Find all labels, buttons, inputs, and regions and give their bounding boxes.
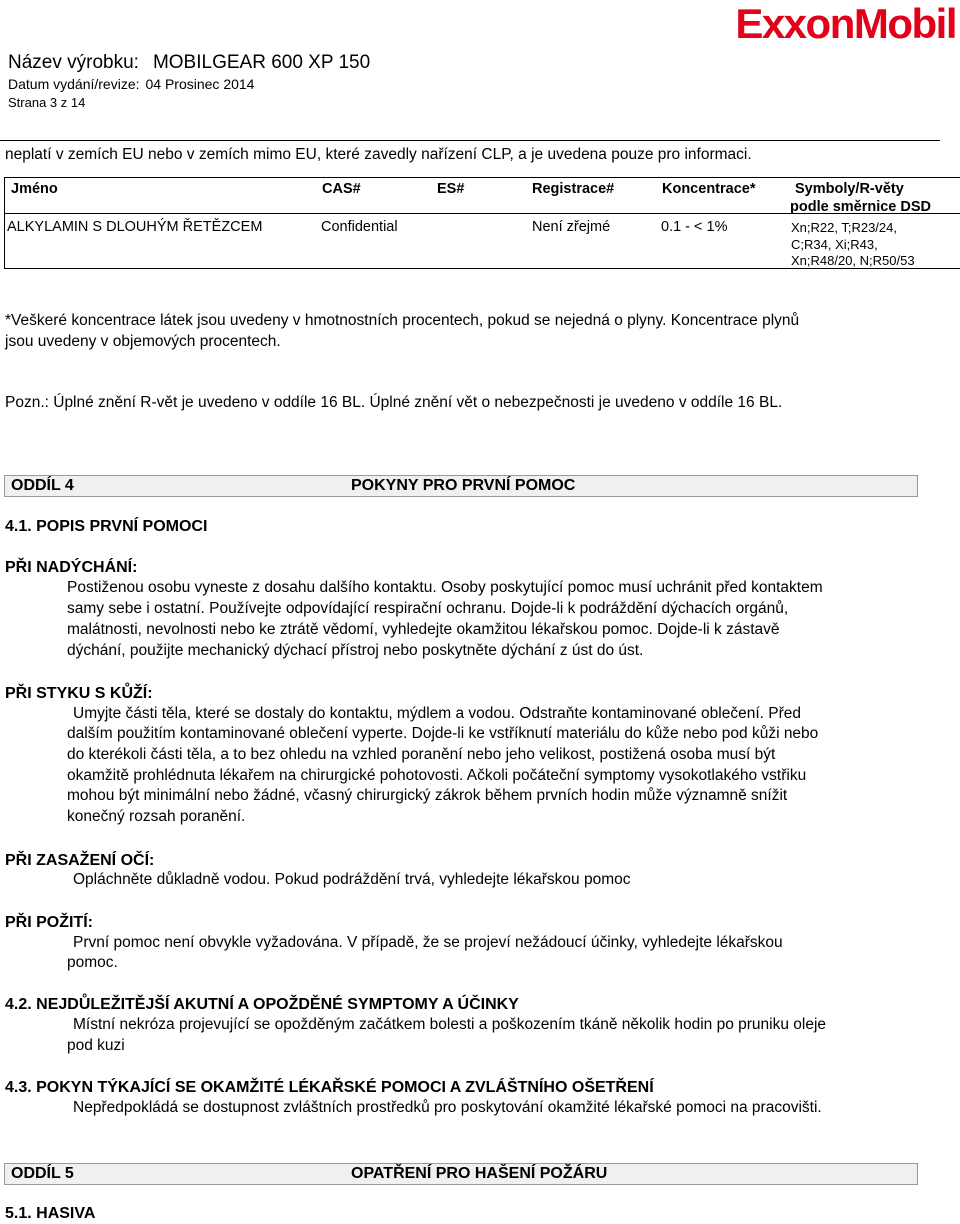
cell-symbols-3: Xn;R48/20, N;R50/53 xyxy=(791,253,915,268)
cell-symbols-1: Xn;R22, T;R23/24, xyxy=(791,220,897,235)
exxonmobil-logo xyxy=(700,0,960,48)
section-5-bar xyxy=(4,1163,918,1185)
inhalation-line-1: Postiženou osobu vyneste z dosahu dalšího kontaktu. Osoby poskytující pomoc musí uchránit před kontaktem xyxy=(67,579,823,596)
revision-date-line xyxy=(8,76,254,92)
section-5-title: OPATŘENÍ PRO HAŠENÍ POŽÁRU xyxy=(351,1165,608,1182)
cell-name: ALKYLAMIN S DLOUHÝM ŘETĚZCEM xyxy=(7,219,263,235)
symptoms-line-2: pod kuzi xyxy=(67,1037,125,1054)
skin-line-3: do kterékoli části těla, a to bez ohledu na vzhled poranění nebo jeho velikost, postižená osoba musí být xyxy=(67,746,776,763)
r-phrases-note: Pozn.: Úplné znění R-vět je uvedeno v oddíle 16 BL. Úplné znění vět o nebezpečnosti je uvedeno v oddíle 16 BL. xyxy=(5,394,783,411)
col-header-symbols: Symboly/R-věty xyxy=(795,181,904,197)
table-header-divider xyxy=(5,213,960,214)
product-line xyxy=(8,52,370,74)
inhalation-line-4: dýchání, použijte mechanický dýchací přístroj nebo poskytněte dýchání z úst do úst. xyxy=(67,642,644,659)
medical-attention-line: Nepředpokládá se dostupnost zvláštních prostředků pro poskytování okamžité lékařské pomoci na pracovišti. xyxy=(73,1099,822,1116)
skin-line-4: okamžitě prohlédnuta lékařem na chirurgické pohotovosti. Ačkoli počáteční symptomy vysokotlakého vstřiku xyxy=(67,767,807,784)
subsection-4-2-heading: 4.2. NEJDŮLEŽITĚJŠÍ AKUTNÍ A OPOŽDĚNÉ SYMPTOMY A ÚČINKY xyxy=(5,996,519,1013)
composition-table xyxy=(4,177,960,269)
section-5-number: ODDÍL 5 xyxy=(11,1165,74,1182)
product-name: MOBILGEAR 600 XP 150 xyxy=(152,52,371,73)
eye-heading: PŘI ZASAŽENÍ OČÍ: xyxy=(5,852,155,869)
cell-concentration: 0.1 - < 1% xyxy=(661,219,728,235)
date-value: 04 Prosinec 2014 xyxy=(145,76,255,92)
product-label: Název výrobku: xyxy=(8,52,139,73)
subsection-4-3-heading: 4.3. POKYN TÝKAJÍCÍ SE OKAMŽITÉ LÉKAŘSKÉ POMOCI A ZVLÁŠTNÍHO OŠETŘENÍ xyxy=(5,1079,654,1096)
ingestion-line-2: pomoc. xyxy=(67,954,118,971)
eye-line: Opláchněte důkladně vodou. Pokud podráždění trvá, vyhledejte lékařskou pomoc xyxy=(73,871,631,888)
symptoms-line-1: Místní nekróza projevující se opožděným začátkem bolesti a poškozením tkáně několik hodin po pruniku oleje xyxy=(73,1016,827,1033)
inhalation-line-3: malátnosti, nevolnosti nebo ke ztrátě vědomí, vyhledejte okamžitou lékařskou pomoc. Dojde-li k zástavě xyxy=(67,621,780,638)
header-divider xyxy=(0,140,940,141)
inhalation-heading: PŘI NADÝCHÁNÍ: xyxy=(5,559,138,576)
section-4-number: ODDÍL 4 xyxy=(11,477,74,494)
col-header-es: ES# xyxy=(437,181,465,197)
subsection-4-1-heading: 4.1. POPIS PRVNÍ POMOCI xyxy=(5,518,208,535)
ingestion-heading: PŘI POŽITÍ: xyxy=(5,914,93,931)
section-4-title: POKYNY PRO PRVNÍ POMOC xyxy=(351,477,576,494)
cell-cas: Confidential xyxy=(321,219,398,235)
cell-registration: Není zřejmé xyxy=(532,219,611,235)
skin-line-6: konečný rozsah poranění. xyxy=(67,808,246,825)
col-header-registration: Registrace# xyxy=(532,181,615,197)
skin-line-5: mohou být minimální nebo žádné, včasný chirurgický zákrok během prvních hodin může významně snížit xyxy=(67,787,788,804)
skin-heading: PŘI STYKU S KŮŽÍ: xyxy=(5,685,153,702)
col-header-cas: CAS# xyxy=(322,181,361,197)
subsection-5-1-heading: 5.1. HASIVA xyxy=(5,1205,96,1222)
col-header-name: Jméno xyxy=(11,181,58,197)
ingestion-line-1: První pomoc není obvykle vyžadována. V případě, že se projeví nežádoucí účinky, vyhledejte lékařskou xyxy=(73,934,783,951)
concentration-note-line-1: *Veškeré koncentrace látek jsou uvedeny v hmotnostních procentech, pokud se nejedná o plyny. Koncentrace plynů xyxy=(5,312,800,329)
skin-line-2: dalším použitím kontaminované oblečení vyperte. Dojde-li ke vstříknutí materiálu do kůže nebo pod kůži nebo xyxy=(67,725,819,742)
intro-text: neplatí v zemích EU nebo v zemích mimo EU, které zavedly nařízení CLP, a je uvedena pouze pro informaci. xyxy=(5,146,752,163)
logo-text: ExxonMobil xyxy=(735,0,956,47)
date-label: Datum vydání/revize: xyxy=(8,76,140,92)
skin-line-1: Umyjte části těla, které se dostaly do kontaktu, mýdlem a vodou. Odstraňte kontaminované oblečení. Před xyxy=(73,705,802,722)
inhalation-line-2: samy sebe i ostatní. Používejte odpovídající respirační ochranu. Dojde-li k podráždění dýchacích orgánů, xyxy=(67,600,789,617)
col-header-concentration: Koncentrace* xyxy=(662,181,756,197)
page-counter: Strana 3 z 14 xyxy=(8,95,86,110)
cell-symbols-2: C;R34, Xi;R43, xyxy=(791,237,878,252)
col-header-symbols-sub: podle směrnice DSD xyxy=(790,199,932,215)
concentration-note-line-2: jsou uvedeny v objemových procentech. xyxy=(5,333,281,350)
section-4-bar xyxy=(4,475,918,497)
